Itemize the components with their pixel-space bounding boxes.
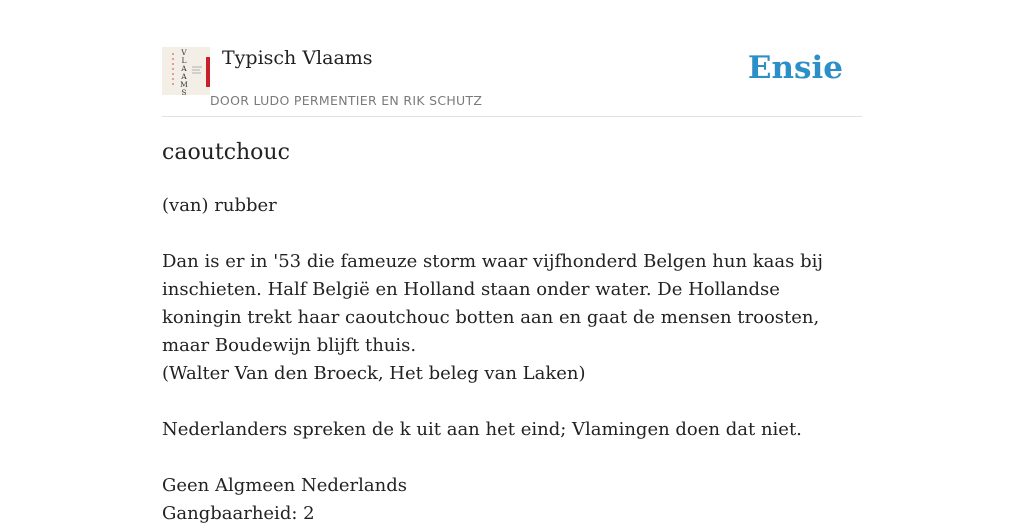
- spacer: [162, 220, 852, 248]
- ensie-logo-link[interactable]: Ensie: [747, 50, 843, 86]
- entry-page: [162, 0, 862, 524]
- spacer: [162, 388, 852, 416]
- entry-note: Nederlanders spreken de k uit aan het eind; Vlamingen doen dat niet.: [162, 419, 802, 440]
- spacer: [162, 444, 852, 472]
- logo-letter: V: [181, 48, 187, 57]
- entry-label: Geen Algmeen Nederlands: [162, 475, 407, 496]
- entry-definition: (van) rubber: [162, 195, 277, 216]
- entry-content: [162, 192, 852, 528]
- book-title[interactable]: Typisch Vlaams: [222, 47, 373, 69]
- entry-title: caoutchouc: [162, 140, 290, 165]
- book-cover-icon: [162, 47, 210, 95]
- logo-letter: A: [181, 64, 187, 73]
- book-cover-logo[interactable]: [162, 47, 210, 95]
- logo-letter: A: [181, 72, 187, 81]
- logo-letter: M: [180, 80, 188, 89]
- logo-letter: S: [181, 88, 187, 97]
- book-authors: DOOR LUDO PERMENTIER EN RIK SCHUTZ: [210, 93, 483, 108]
- entry-familiarity: Gangbaarheid: 2: [162, 503, 315, 524]
- logo-letter: L: [181, 56, 187, 65]
- book-header: [162, 0, 862, 117]
- entry-quote-source: (Walter Van den Broeck, Het beleg van Laken): [162, 363, 586, 384]
- entry-quote: Dan is er in '53 die fameuze storm waar vijfhonderd Belgen hun kaas bij inschieten. Half België en Holland staan onder water. De Hollandse koningin trekt haar caoutchouc botten aan en gaat de mensen troosten, maar Boudewijn blijft thuis.: [162, 251, 823, 356]
